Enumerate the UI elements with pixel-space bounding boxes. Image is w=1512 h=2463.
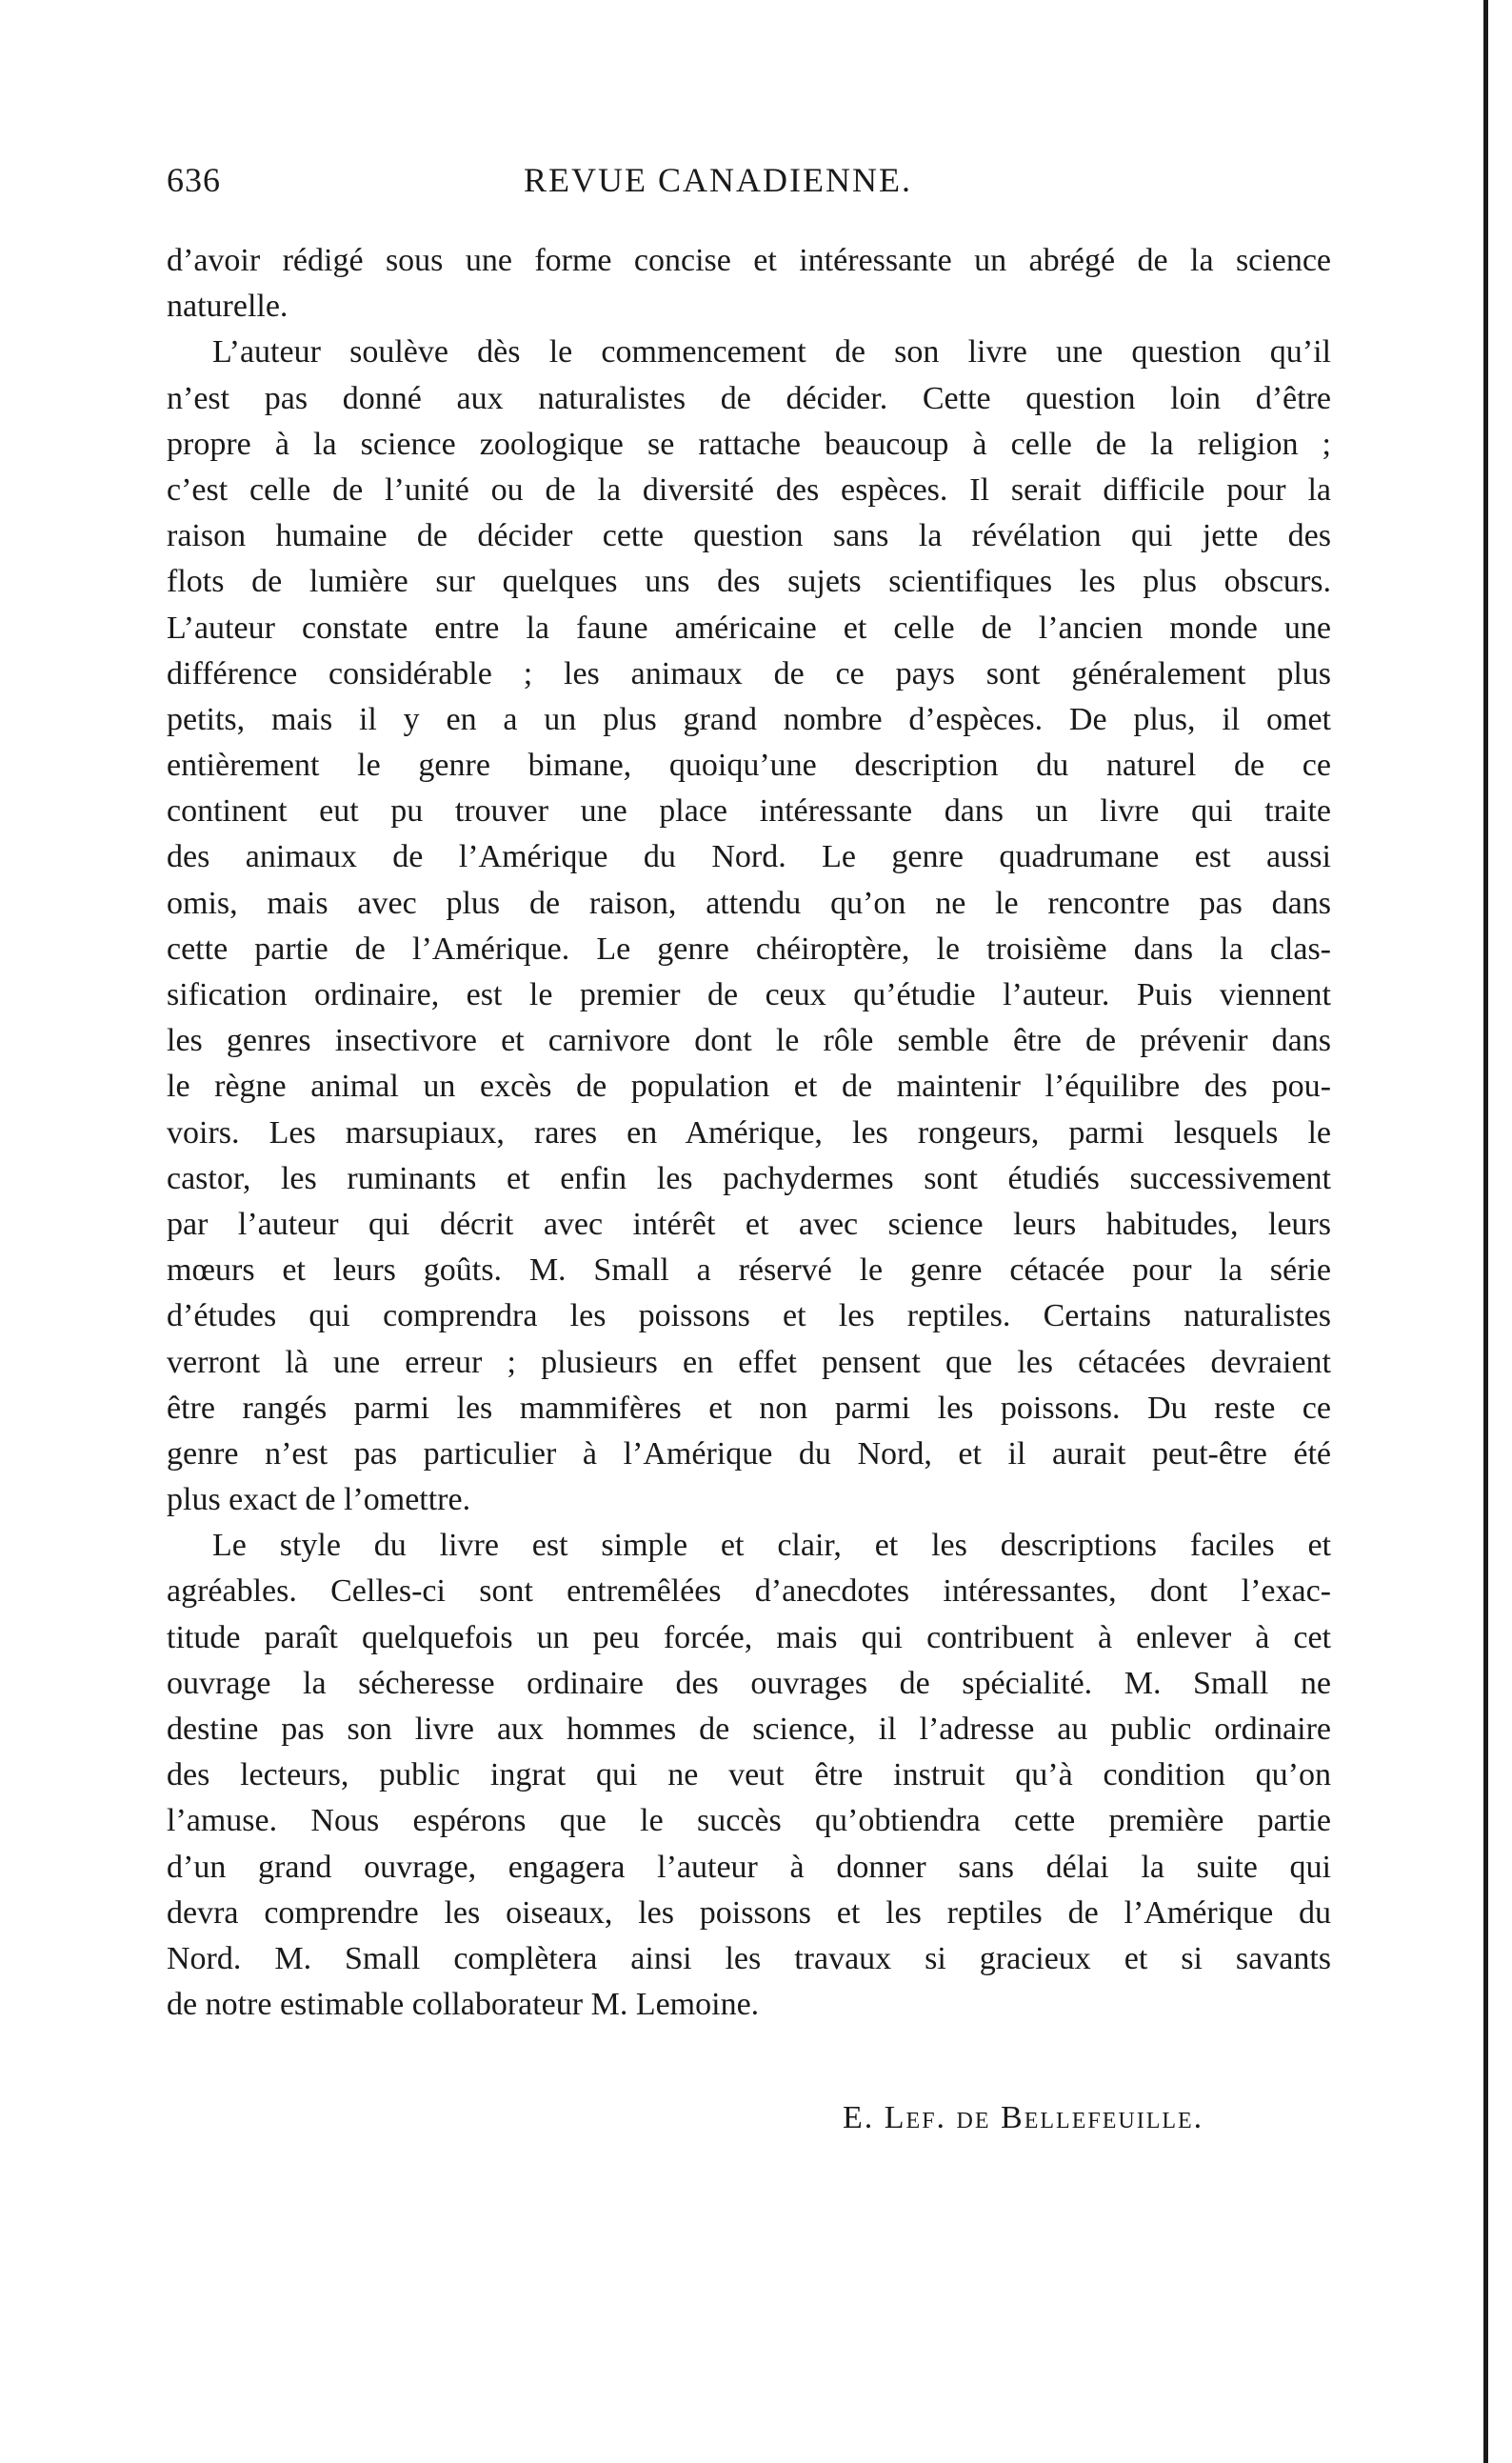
text-line: d’avoir rédigé sous une forme concise et intéressante un abrégé de la science — [167, 243, 1331, 278]
text-line: mœurs et leurs goûts. M. Small a réservé le genre cétacée pour la série — [167, 1252, 1331, 1289]
text-line: destine pas son livre aux hommes de science, il l’adresse au public ordinaire — [167, 1712, 1331, 1747]
text-line: omis, mais avec plus de raison, attendu qu’on ne le rencontre pas dans — [167, 885, 1331, 921]
text-line: Nord. M. Small complètera ainsi les travaux si gracieux et si savants — [167, 1940, 1331, 1976]
text-line: des lecteurs, public ingrat qui ne veut être instruit qu’à condition qu’on — [167, 1757, 1331, 1793]
article-body — [167, 238, 1331, 2028]
author-signature: E. Lef. de Bellefeuille. — [843, 2100, 1204, 2135]
text-line: être rangés parmi les mammifères et non parmi les poissons. Du reste ce — [167, 1390, 1331, 1426]
text-line: l’amuse. Nous espérons que le succès qu’obtiendra cette première partie — [167, 1803, 1331, 1839]
text-line: petits, mais il y en a un plus grand nombre d’espèces. De plus, il omet — [167, 701, 1331, 737]
paragraph — [167, 238, 1331, 330]
text-line: différence considérable ; les animaux de ce pays sont généralement plus — [167, 655, 1331, 691]
text-line: entièrement le genre bimane, quoiqu’une description du naturel de ce — [167, 748, 1331, 784]
text-line: titude paraît quelquefois un peu forcée, mais qui contribuent à enlever à cet — [167, 1619, 1331, 1655]
text-line: agréables. Celles-ci sont entremêlées d’anecdotes intéressantes, dont l’exac- — [167, 1573, 1331, 1610]
text-line: L’auteur constate entre la faune américaine et celle de l’ancien monde une — [167, 610, 1331, 646]
page-header — [167, 160, 962, 217]
text-line: par l’auteur qui décrit avec intérêt et avec science leurs habitudes, leurs — [167, 1206, 1331, 1242]
text-line: genre n’est pas particulier à l’Amérique du Nord, et il aurait peut-être été — [167, 1435, 1331, 1472]
text-line: naturelle. — [167, 289, 288, 325]
page-edge-rule — [1483, 0, 1488, 2463]
paragraph — [167, 1523, 1331, 2028]
text-line: plus exact de l’omettre. — [167, 1482, 471, 1518]
text-line: Le style du livre est simple et clair, et les descriptions faciles et — [212, 1528, 1331, 1564]
text-line: d’études qui comprendra les poissons et les reptiles. Certains naturalistes — [167, 1298, 1331, 1334]
text-line: castor, les ruminants et enfin les pachydermes sont étudiés successivement — [167, 1160, 1331, 1196]
text-line: le règne animal un excès de population et de maintenir l’équilibre des pou- — [167, 1069, 1331, 1105]
text-line: raison humaine de décider cette question sans la révélation qui jette des — [167, 518, 1331, 554]
text-line: verront là une erreur ; plusieurs en effet pensent que les cétacées devraient — [167, 1344, 1331, 1380]
page-number: 636 — [167, 161, 221, 199]
text-line: propre à la science zoologique se rattache beaucoup à celle de la religion ; — [167, 426, 1331, 462]
text-line: cette partie de l’Amérique. Le genre chéiroptère, le troisième dans la clas- — [167, 931, 1331, 967]
text-line: L’auteur soulève dès le commencement de son livre une question qu’il — [212, 334, 1331, 370]
text-line: voirs. Les marsupiaux, rares en Amérique, les rongeurs, parmi lesquels le — [167, 1114, 1331, 1151]
text-line: de notre estimable collaborateur M. Lemoine. — [167, 1987, 760, 2023]
text-line: sification ordinaire, est le premier de ceux qu’étudie l’auteur. Puis viennent — [167, 977, 1331, 1012]
text-line: ouvrage la sécheresse ordinaire des ouvrages de spécialité. M. Small ne — [167, 1665, 1331, 1701]
text-line: n’est pas donné aux naturalistes de décider. Cette question loin d’être — [167, 380, 1331, 416]
text-line: c’est celle de l’unité ou de la diversité des espèces. Il serait difficile pour la — [167, 471, 1331, 508]
text-line: les genres insectivore et carnivore dont le rôle semble être de prévenir dans — [167, 1023, 1331, 1059]
text-line: devra comprendre les oiseaux, les poissons et les reptiles de l’Amérique du — [167, 1894, 1331, 1931]
text-line: des animaux de l’Amérique du Nord. Le genre quadrumane est aussi — [167, 839, 1331, 875]
text-line: continent eut pu trouver une place intéressante dans un livre qui traite — [167, 793, 1331, 830]
running-title: REVUE CANADIENNE. — [524, 161, 912, 199]
text-line: flots de lumière sur quelques uns des sujets scientifiques les plus obscurs. — [167, 564, 1331, 600]
text-line: d’un grand ouvrage, engagera l’auteur à donner sans délai la suite qui — [167, 1849, 1331, 1885]
paragraph — [167, 330, 1331, 1523]
